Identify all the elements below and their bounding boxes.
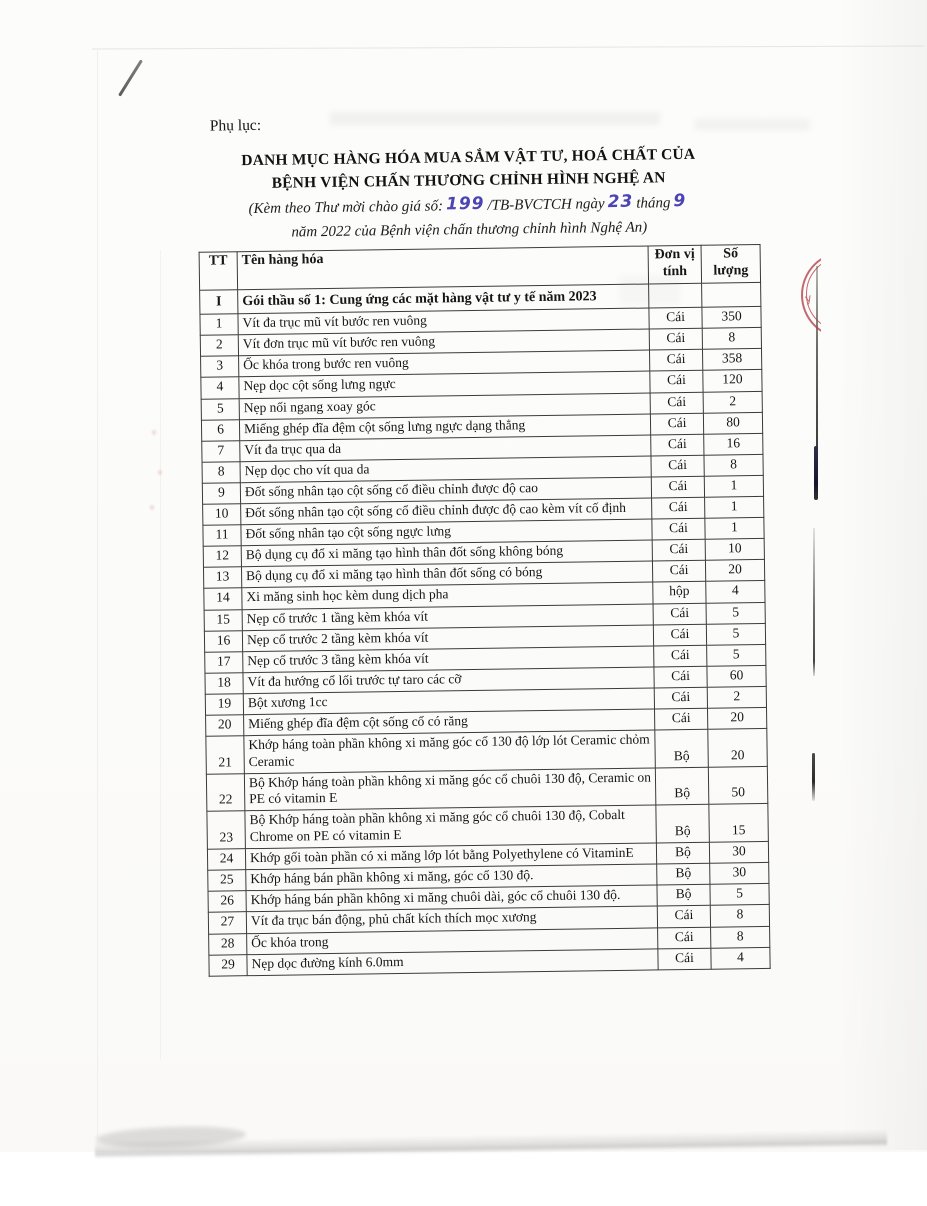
item-unit: Cái: [654, 687, 707, 709]
subtitle-prefix: (Kèm theo Thư mời chào giá số:: [248, 198, 444, 218]
item-unit: Cái: [652, 518, 705, 540]
item-name: Bột xương 1cc: [243, 688, 654, 715]
row-number: 29: [209, 954, 247, 976]
item-unit: Cái: [652, 539, 705, 561]
row-number: 10: [203, 504, 241, 526]
handwritten-month: 9: [673, 190, 687, 212]
item-qty: 8: [704, 454, 763, 476]
row-number: 24: [207, 849, 245, 871]
row-number: 9: [202, 483, 240, 505]
item-qty: 5: [706, 623, 765, 645]
subtitle-line2: năm 2022 của Bệnh viện chấn thương chỉnh hình Nghệ An): [291, 219, 648, 241]
item-name: Miếng ghép đĩa đệm cột sống lưng ngực dạng thẳng: [239, 414, 650, 441]
item-name: Nẹp dọc cột sống lưng ngực: [239, 371, 650, 398]
row-number: 11: [203, 525, 241, 547]
item-qty: 80: [703, 412, 762, 434]
item-name: Đốt sống nhân tạo cột sống ngực lưng: [241, 519, 652, 546]
item-unit: Cái: [658, 948, 711, 970]
row-number: 1: [200, 314, 238, 336]
item-unit: Cái: [649, 307, 702, 329]
item-unit: Cái: [655, 708, 708, 730]
item-unit: Cái: [653, 603, 706, 625]
item-qty: 10: [705, 539, 764, 561]
goods-table: [199, 244, 771, 976]
item-name: Khớp háng toàn phần không xi măng góc cổ 130 độ lớp lót Ceramic chỏm Ceramic: [244, 730, 655, 773]
row-number: 27: [208, 912, 246, 934]
stamp-squiggle-icon: y: [803, 291, 813, 306]
handwritten-day: 23: [607, 191, 634, 213]
row-number: 4: [201, 377, 239, 399]
item-name: Miếng ghép đĩa đệm cột sống cổ có răng: [244, 709, 655, 736]
item-name: Nẹp nối ngang xoay góc: [239, 393, 650, 420]
item-qty: 350: [702, 307, 761, 329]
item-unit: Bộ: [657, 885, 710, 907]
header-qty: Số lượng: [701, 244, 761, 283]
row-number: 23: [207, 811, 246, 849]
item-unit: Cái: [651, 476, 704, 498]
item-name: Vít đơn trục mũ vít bước ren vuông: [238, 329, 649, 356]
item-qty: 5: [710, 884, 769, 906]
row-number: 28: [209, 933, 247, 955]
item-name: Xi măng sinh học kèm dung dịch pha: [242, 582, 653, 609]
item-qty: 20: [708, 728, 768, 767]
row-number: 6: [201, 419, 239, 441]
item-unit: Bộ: [655, 729, 709, 767]
item-qty: 1: [705, 518, 764, 540]
item-name: Vít đa trục bán động, phủ chất kích thích mọc xương: [246, 906, 657, 933]
row-number: 21: [206, 736, 245, 774]
item-unit: Bộ: [656, 842, 709, 864]
item-name: Nẹp cổ trước 1 tầng kèm khóa vít: [242, 603, 653, 630]
item-unit: hộp: [653, 582, 706, 604]
row-number: 15: [204, 609, 242, 631]
item-qty: 8: [702, 328, 761, 350]
item-qty: 1: [704, 475, 763, 497]
row-number: 22: [206, 773, 245, 811]
subtitle-thang: tháng: [636, 195, 671, 212]
item-qty: 30: [710, 863, 769, 885]
item-unit: Cái: [650, 413, 703, 435]
header-tt: TT: [199, 252, 238, 290]
row-number: 3: [201, 356, 239, 378]
item-qty: 60: [707, 665, 766, 687]
item-unit: Cái: [653, 624, 706, 646]
item-qty: 15: [709, 804, 769, 843]
item-name: Bộ dụng cụ đổ xi măng tạo hình thân đốt sống không bóng: [241, 540, 652, 567]
row-number: 16: [204, 630, 242, 652]
item-qty: 16: [704, 433, 763, 455]
item-qty: 8: [710, 905, 769, 927]
row-number: 26: [208, 891, 246, 913]
item-name: Nẹp dọc đường kính 6.0mm: [247, 949, 658, 976]
row-number: 5: [201, 398, 239, 420]
subtitle-line1: [177, 190, 761, 219]
item-name: Bộ dụng cụ đổ xi măng tạo hình thân đốt sống có bóng: [241, 561, 652, 588]
item-unit: Bộ: [655, 767, 709, 805]
item-qty: 4: [706, 581, 765, 603]
item-name: Vít đa trục mũ vít bước ren vuông: [238, 308, 649, 335]
item-qty: 2: [703, 391, 762, 413]
header-name: Tên hàng hóa: [237, 246, 648, 289]
header-unit: Đơn vị tính: [648, 245, 702, 283]
item-qty: 2: [707, 686, 766, 708]
item-name: Khớp háng bán phần không xi măng chuôi dài, góc cổ chuôi 130 độ.: [246, 885, 657, 912]
item-name: Đốt sống nhân tạo cột sống cổ điều chỉnh được độ cao: [240, 477, 651, 504]
item-qty: 4: [711, 947, 770, 969]
row-number: 18: [205, 672, 243, 694]
item-unit: Cái: [658, 927, 711, 949]
item-unit: Cái: [654, 666, 707, 688]
document-title-line1: DANH MỤC HÀNG HÓA MUA SẮM VẬT TƯ, HOÁ CHẤT CỦA: [241, 145, 696, 170]
row-number: 14: [204, 588, 242, 610]
item-unit: Cái: [650, 392, 703, 414]
table-body: [200, 282, 771, 976]
item-unit: Cái: [651, 455, 704, 477]
item-unit: Cái: [650, 350, 703, 372]
appendix-label: Phụ lục:: [209, 116, 262, 135]
item-name: Ốc khóa trong: [247, 927, 658, 954]
row-number: 20: [206, 715, 244, 737]
row-number: 13: [203, 567, 241, 589]
item-name: Khớp gối toàn phần có xi măng lớp lót bằng Polyethylene có VitaminE: [245, 843, 656, 870]
item-name: Ốc khóa trong bước ren vuông: [239, 350, 650, 377]
item-name: Bộ Khớp háng toàn phần không xi măng góc cổ chuôi 130 độ, Cobalt Chrome on PE có vitamin E: [245, 805, 656, 848]
item-qty: 30: [709, 842, 768, 864]
handwritten-doc-number: 199: [445, 193, 485, 215]
row-number: 17: [205, 651, 243, 673]
item-name: Bộ Khớp háng toàn phần không xi măng góc cổ chuôi 130 độ, Ceramic on PE có vitamin E: [244, 768, 655, 811]
item-unit: Cái: [652, 497, 705, 519]
item-qty: 120: [703, 370, 762, 392]
item-unit: Cái: [652, 561, 705, 583]
lot-qty-empty: [702, 282, 761, 307]
lot-unit-empty: [649, 283, 702, 308]
item-unit: Cái: [651, 434, 704, 456]
row-number: 12: [203, 546, 241, 568]
item-name: Nẹp cổ trước 2 tầng kèm khóa vít: [242, 625, 653, 652]
lot-number: I: [200, 289, 238, 314]
row-number: 2: [200, 335, 238, 357]
item-unit: Bộ: [657, 863, 710, 885]
item-unit: Bộ: [656, 805, 710, 843]
item-qty: 5: [706, 602, 765, 624]
document-title-line2: BỆNH VIỆN CHẤN THƯƠNG CHỈNH HÌNH NGHỆ AN: [271, 169, 666, 192]
lot-title: Gói thầu số 1: Cung ứng các mặt hàng vật tư y tế năm 2023: [238, 284, 649, 314]
item-unit: Cái: [657, 906, 710, 928]
item-qty: 8: [711, 926, 770, 948]
item-qty: 20: [708, 707, 767, 729]
item-unit: Cái: [654, 645, 707, 667]
item-name: Đốt sống nhân tạo cột sống cổ điều chỉnh được độ cao kèm vít cố định: [241, 498, 652, 525]
subtitle-mid: /TB-BVCTCH ngày: [487, 196, 605, 214]
item-qty: 1: [705, 496, 764, 518]
row-number: 25: [208, 870, 246, 892]
item-name: Vít đa hướng cổ lối trước tự taro các cỡ: [243, 667, 654, 694]
item-unit: Cái: [650, 371, 703, 393]
item-unit: Cái: [649, 329, 702, 351]
row-number: 8: [202, 462, 240, 484]
item-qty: 50: [708, 766, 768, 805]
item-qty: 358: [702, 349, 761, 371]
item-qty: 20: [705, 560, 764, 582]
row-number: 7: [202, 440, 240, 462]
row-number: 19: [205, 694, 243, 716]
item-name: Khớp háng bán phần không xi măng, góc cổ 130 độ.: [246, 864, 657, 891]
item-qty: 5: [707, 644, 766, 666]
item-name: Nẹp dọc cho vít qua da: [240, 456, 651, 483]
item-name: Vít đa trục qua da: [240, 435, 651, 462]
item-name: Nẹp cổ trước 3 tầng kèm khóa vít: [243, 646, 654, 673]
